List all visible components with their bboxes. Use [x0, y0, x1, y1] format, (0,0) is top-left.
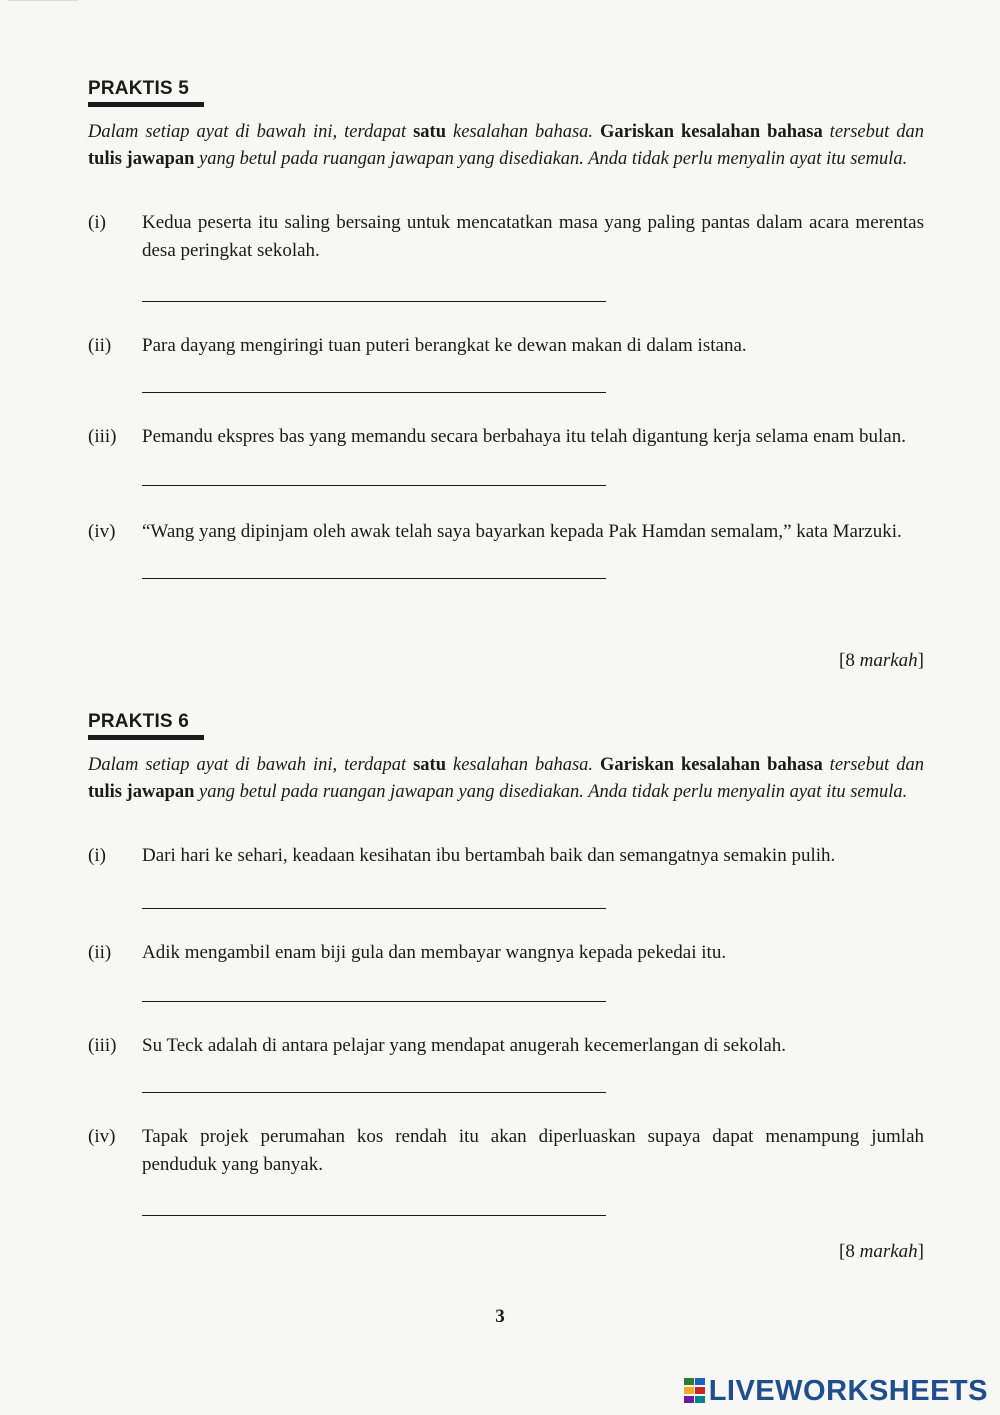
scan-corner-mark	[8, 0, 78, 4]
question-item	[88, 1123, 924, 1216]
instruction-text: kesalahan bahasa.	[446, 755, 601, 775]
question-number: (i)	[88, 845, 106, 866]
page-number: 3	[495, 1306, 505, 1327]
question-item	[88, 939, 924, 1002]
liveworksheets-brand-link[interactable]	[684, 1374, 988, 1408]
question-number: (iv)	[88, 521, 116, 542]
liveworksheets-logo-icon	[684, 1378, 706, 1404]
question-number: (iii)	[88, 426, 117, 447]
answer-input[interactable]	[142, 485, 606, 486]
instruction-text: Dalam setiap ayat di bawah ini, terdapat	[88, 122, 414, 142]
question-text: Dari hari ke sehari, keadaan kesihatan ibu bertambah baik dan semangatnya semakin pulih.	[142, 845, 836, 866]
answer-input[interactable]	[142, 1215, 606, 1216]
instruction-bold: Gariskan kesalahan bahasa	[600, 755, 823, 775]
answer-input[interactable]	[142, 392, 606, 393]
question-number: (ii)	[88, 335, 112, 356]
brand-name: LIVEWORKSHEETS	[708, 1374, 988, 1407]
section-praktis-5	[88, 78, 925, 671]
question-text: Tapak projek perumahan kos rendah itu akan diperluaskan supaya dapat menampung jumlah penduduk yang banyak.	[142, 1126, 924, 1175]
question-text: Su Teck adalah di antara pelajar yang mendapat anugerah kecemerlangan di sekolah.	[142, 1035, 787, 1056]
question-number: (iii)	[88, 1035, 117, 1056]
marks-label	[839, 650, 924, 672]
answer-input[interactable]	[142, 908, 606, 909]
section-instruction	[88, 752, 924, 806]
marks-word: markah	[859, 1241, 918, 1262]
question-text: Pemandu ekspres bas yang memandu secara berbahaya itu telah digantung kerja selama enam bulan.	[142, 426, 906, 447]
question-item	[88, 842, 924, 909]
instruction-bold: satu	[413, 755, 447, 775]
instruction-text: kesalahan bahasa.	[446, 122, 601, 142]
question-item	[88, 1032, 924, 1093]
question-item	[88, 423, 924, 486]
question-number: (iv)	[88, 1126, 116, 1147]
marks-open: [8	[839, 1241, 860, 1262]
question-item	[88, 518, 924, 579]
question-item	[88, 209, 924, 302]
question-text: Adik mengambil enam biji gula dan membayar wangnya kepada pekedai itu.	[142, 942, 727, 963]
marks-label	[839, 1241, 924, 1263]
instruction-text: tersebut dan	[822, 755, 925, 775]
instruction-bold: Gariskan kesalahan bahasa	[600, 122, 823, 142]
question-number: (i)	[88, 212, 106, 233]
section-heading: PRAKTIS 6	[88, 711, 190, 732]
instruction-text: tersebut dan	[822, 122, 925, 142]
heading-underline	[88, 735, 204, 740]
marks-close: ]	[917, 650, 924, 671]
question-item	[88, 332, 924, 393]
marks-word: markah	[859, 650, 918, 671]
section-instruction	[88, 119, 924, 173]
marks-open: [8	[839, 650, 860, 671]
section-heading: PRAKTIS 5	[88, 78, 190, 99]
question-number: (ii)	[88, 942, 112, 963]
instruction-text: yang betul pada ruangan jawapan yang disediakan. Anda tidak perlu menyalin ayat itu semula.	[194, 782, 908, 802]
question-text: “Wang yang dipinjam oleh awak telah saya bayarkan kepada Pak Hamdan semalam,” kata Marzuki.	[142, 521, 902, 542]
question-text: Kedua peserta itu saling bersaing untuk mencatatkan masa yang paling pantas dalam acara merentas desa peringkat sekolah.	[142, 212, 924, 261]
instruction-bold: tulis jawapan	[88, 149, 195, 169]
instruction-bold: tulis jawapan	[88, 782, 195, 802]
answer-input[interactable]	[142, 301, 606, 302]
instruction-text: yang betul pada ruangan jawapan yang disediakan. Anda tidak perlu menyalin ayat itu semula.	[194, 149, 908, 169]
instruction-bold: satu	[413, 122, 447, 142]
section-praktis-6	[88, 711, 925, 1262]
question-text: Para dayang mengiringi tuan puteri berangkat ke dewan makan di dalam istana.	[142, 335, 747, 356]
answer-input[interactable]	[142, 1001, 606, 1002]
marks-close: ]	[917, 1241, 924, 1262]
answer-input[interactable]	[142, 578, 606, 579]
heading-underline	[88, 102, 204, 107]
instruction-text: Dalam setiap ayat di bawah ini, terdapat	[88, 755, 414, 775]
answer-input[interactable]	[142, 1092, 606, 1093]
